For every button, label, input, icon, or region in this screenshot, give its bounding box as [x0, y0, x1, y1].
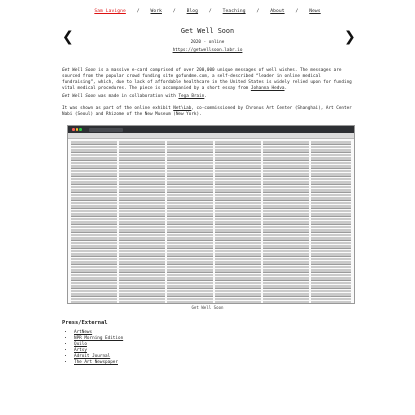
exhibit-text-rest: , co-commissioned by Chronus Art Center (Shanghai), Art Center Nabi (Seoul) and Rhizome of the New Museum (New York).	[62, 106, 352, 118]
exhibit-paragraph	[62, 106, 354, 118]
exhibit-text: It was shown as part of the online exhibit	[62, 106, 174, 111]
period: .	[284, 86, 288, 92]
nav-about[interactable]: About	[270, 9, 285, 14]
nav-separator: /	[256, 9, 260, 14]
screenshot-caption: Get Well Soon	[191, 305, 224, 310]
nav-separator: /	[295, 9, 299, 14]
nav-separator: /	[136, 9, 140, 14]
nav-home[interactable]: Sam Lavigne	[94, 9, 126, 14]
johanna-hedva-link[interactable]: Johanna Hedva	[250, 86, 285, 92]
project-url-link[interactable]: https://getwellsoon.labr.io	[172, 48, 243, 53]
project-meta: 2020 · online	[190, 40, 225, 45]
project-screenshot	[67, 125, 355, 304]
description-paragraph	[62, 68, 354, 92]
project-name-italic: Get Well Soon	[62, 68, 96, 73]
project-name-italic: Get Well Soon	[62, 94, 96, 99]
period: .	[204, 94, 207, 99]
description-text: is a massive e-card comprised of over 200,000 unique messages of well wishes. The messages are sourced from the popular crowd funding site gofundme.com, a self-described “leader in online medical fundraising”, which, due to lack of affordable healthcare in the United States is widely relied upon for funding vital medical procedures. The piece is accompanied by a short essay from	[62, 68, 352, 92]
netlab-link[interactable]: Net\Lab	[173, 106, 192, 111]
nav-work[interactable]: Work	[150, 9, 162, 14]
collaboration-paragraph	[62, 94, 354, 100]
close-dot-icon	[72, 128, 75, 131]
minimize-dot-icon	[76, 128, 79, 131]
next-project-icon[interactable]: ❯	[344, 29, 356, 45]
maximize-dot-icon	[79, 128, 82, 131]
message-column	[71, 141, 117, 303]
browser-tab	[89, 128, 123, 132]
press-link-artnews[interactable]: • ArtNews	[74, 330, 123, 336]
nav-blog[interactable]: Blog	[186, 9, 199, 14]
message-column	[215, 141, 261, 303]
message-columns	[68, 139, 354, 304]
press-list	[62, 330, 123, 367]
browser-toolbar	[68, 126, 354, 133]
press-link-artsy[interactable]: • Artsy	[74, 348, 123, 354]
project-title: Get Well Soon	[180, 27, 235, 35]
press-link-quilo[interactable]: • Quilo	[74, 342, 123, 348]
tega-brain-link[interactable]: Tega Brain	[178, 94, 205, 99]
nav-separator: /	[172, 9, 176, 14]
message-column	[311, 141, 351, 303]
press-link-npr[interactable]: • NPR Morning Edition	[74, 336, 123, 342]
collaboration-text: was made in collaboration with	[95, 94, 179, 99]
message-column	[167, 141, 213, 303]
press-link-adroit[interactable]: • Adroit Journal	[74, 354, 123, 360]
nav-news[interactable]: News	[309, 9, 321, 14]
message-column	[263, 141, 309, 303]
nav-teaching[interactable]: Teaching	[222, 9, 246, 14]
press-heading: Press/External	[62, 320, 108, 326]
nav-separator: /	[208, 9, 212, 14]
top-nav	[0, 9, 415, 14]
press-link-art-newspaper[interactable]: • The Art Newspaper	[74, 360, 123, 366]
previous-project-icon[interactable]: ❮	[62, 29, 74, 45]
message-column	[119, 141, 165, 303]
